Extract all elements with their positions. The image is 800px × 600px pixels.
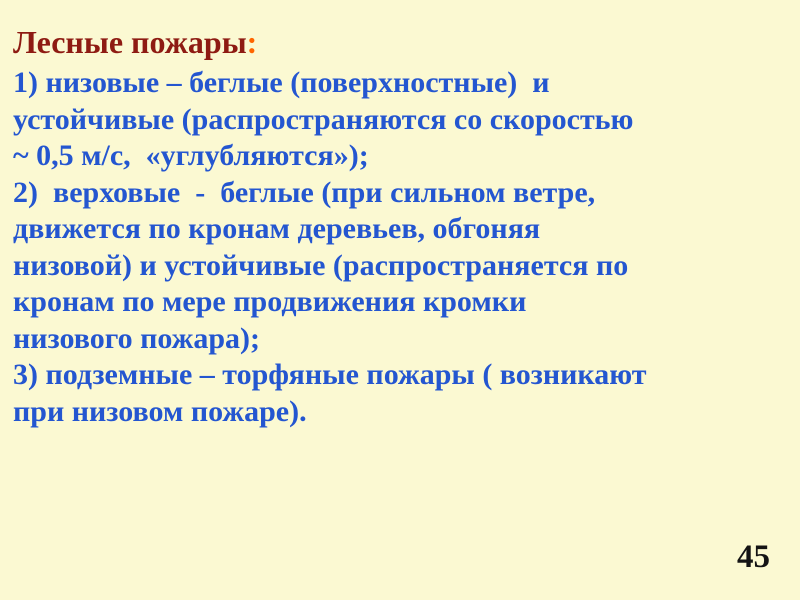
- body-line-7: кронам по мере продвижения кромки: [13, 285, 527, 318]
- body-line-8: низового пожара);: [13, 321, 261, 355]
- body-line-1: 1) низовые – беглые (поверхностные) и: [13, 66, 550, 99]
- slide-title: [0, 0, 800, 64]
- body-line-2: устойчивые (распространяются со скоростью: [13, 102, 634, 136]
- body-line-6: низовой) и устойчивые (распространяется по: [13, 248, 629, 282]
- page-number: 45: [737, 539, 770, 575]
- body-line-10: при низовом пожаре).: [13, 394, 307, 428]
- body-line-5: движется по кронам деревьев, обгоняя: [13, 212, 541, 245]
- slide-title-text: Лесные пожары: [13, 24, 247, 60]
- slide-title-colon: :: [246, 24, 258, 60]
- body-line-9: 3) подземные – торфяные пожары ( возникают: [13, 358, 647, 391]
- body-line-4: 2) верховые - беглые (при сильном ветре,: [13, 175, 596, 209]
- slide-body: [0, 64, 800, 430]
- body-line-3: ~ 0,5 м/с, «углубляются»);: [13, 139, 369, 172]
